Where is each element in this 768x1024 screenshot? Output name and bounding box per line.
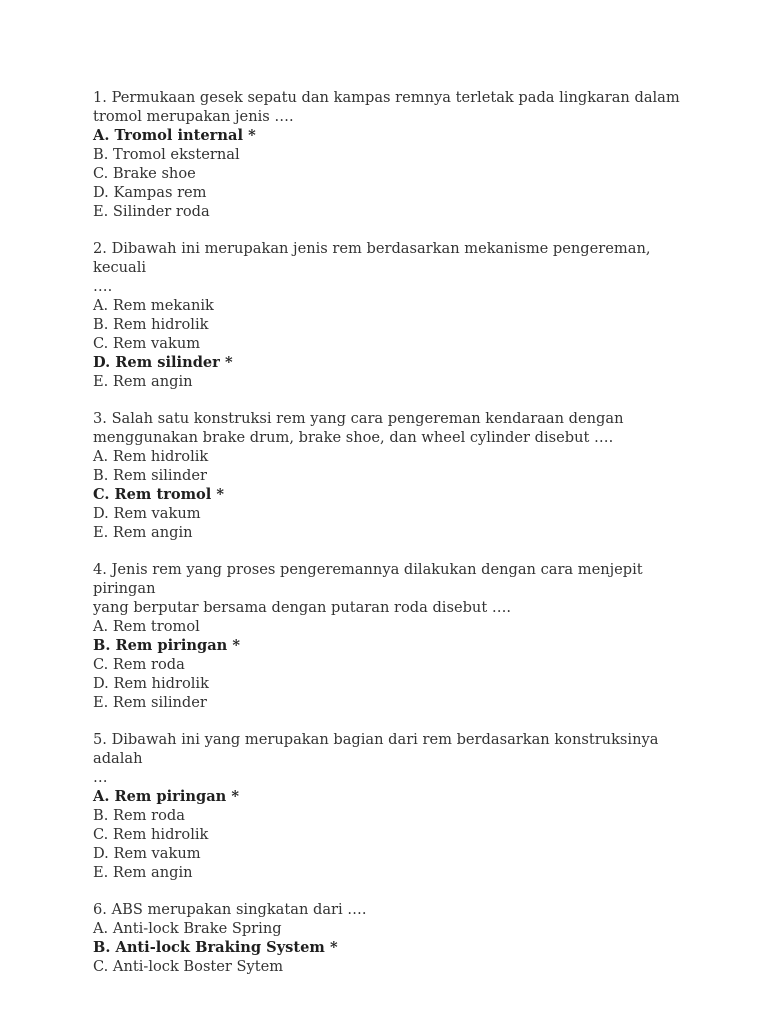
question-text: 2. Dibawah ini merupakan jenis rem berdasarkan mekanisme pengereman, kecuali …. bbox=[93, 240, 651, 295]
question-4 bbox=[93, 560, 683, 712]
option-a-correct: A. Tromol internal * bbox=[93, 127, 256, 144]
question-1 bbox=[93, 88, 683, 221]
option-a: A. Rem tromol bbox=[93, 618, 200, 635]
option-d: D. Rem hidrolik bbox=[93, 675, 209, 692]
option-e: E. Silinder roda bbox=[93, 203, 210, 220]
option-c-correct: C. Rem tromol * bbox=[93, 486, 225, 503]
option-b: B. Rem roda bbox=[93, 807, 185, 824]
option-c: C. Anti-lock Boster Sytem bbox=[93, 958, 284, 975]
option-c: C. Rem hidrolik bbox=[93, 826, 209, 843]
option-b-correct: B. Anti-lock Braking System * bbox=[93, 939, 338, 956]
option-b: B. Rem silinder bbox=[93, 467, 207, 484]
question-text: 4. Jenis rem yang proses pengeremannya dilakukan dengan cara menjepit piringan yang berputar bersama dengan putaran roda disebut …. bbox=[93, 561, 643, 616]
option-a: A. Rem mekanik bbox=[93, 297, 214, 314]
option-e: E. Rem angin bbox=[93, 524, 193, 541]
question-text: 3. Salah satu konstruksi rem yang cara pengereman kendaraan dengan menggunakan brake drum, brake shoe, dan wheel cylinder disebut …. bbox=[93, 410, 624, 446]
option-e: E. Rem silinder bbox=[93, 694, 207, 711]
question-text: 5. Dibawah ini yang merupakan bagian dari rem berdasarkan konstruksinya adalah … bbox=[93, 731, 659, 786]
question-list bbox=[93, 88, 683, 994]
option-e: E. Rem angin bbox=[93, 864, 193, 881]
option-d: D. Rem vakum bbox=[93, 505, 201, 522]
option-d-correct: D. Rem silinder * bbox=[93, 354, 233, 371]
option-b-correct: B. Rem piringan * bbox=[93, 637, 241, 654]
question-6 bbox=[93, 900, 683, 976]
option-d: D. Kampas rem bbox=[93, 184, 207, 201]
option-a-correct: A. Rem piringan * bbox=[93, 788, 239, 805]
option-e: E. Rem angin bbox=[93, 373, 193, 390]
option-c: C. Rem roda bbox=[93, 656, 185, 673]
option-d: D. Rem vakum bbox=[93, 845, 201, 862]
question-text: 1. Permukaan gesek sepatu dan kampas remnya terletak pada lingkaran dalam tromol merupakan jenis …. bbox=[93, 89, 680, 125]
option-b: B. Rem hidrolik bbox=[93, 316, 209, 333]
option-c: C. Brake shoe bbox=[93, 165, 196, 182]
option-b: B. Tromol eksternal bbox=[93, 146, 240, 163]
option-c: C. Rem vakum bbox=[93, 335, 201, 352]
question-text: 6. ABS merupakan singkatan dari …. bbox=[93, 901, 367, 918]
question-3 bbox=[93, 409, 683, 542]
question-5 bbox=[93, 730, 683, 882]
option-a: A. Anti-lock Brake Spring bbox=[93, 920, 282, 937]
option-a: A. Rem hidrolik bbox=[93, 448, 209, 465]
question-2 bbox=[93, 239, 683, 391]
